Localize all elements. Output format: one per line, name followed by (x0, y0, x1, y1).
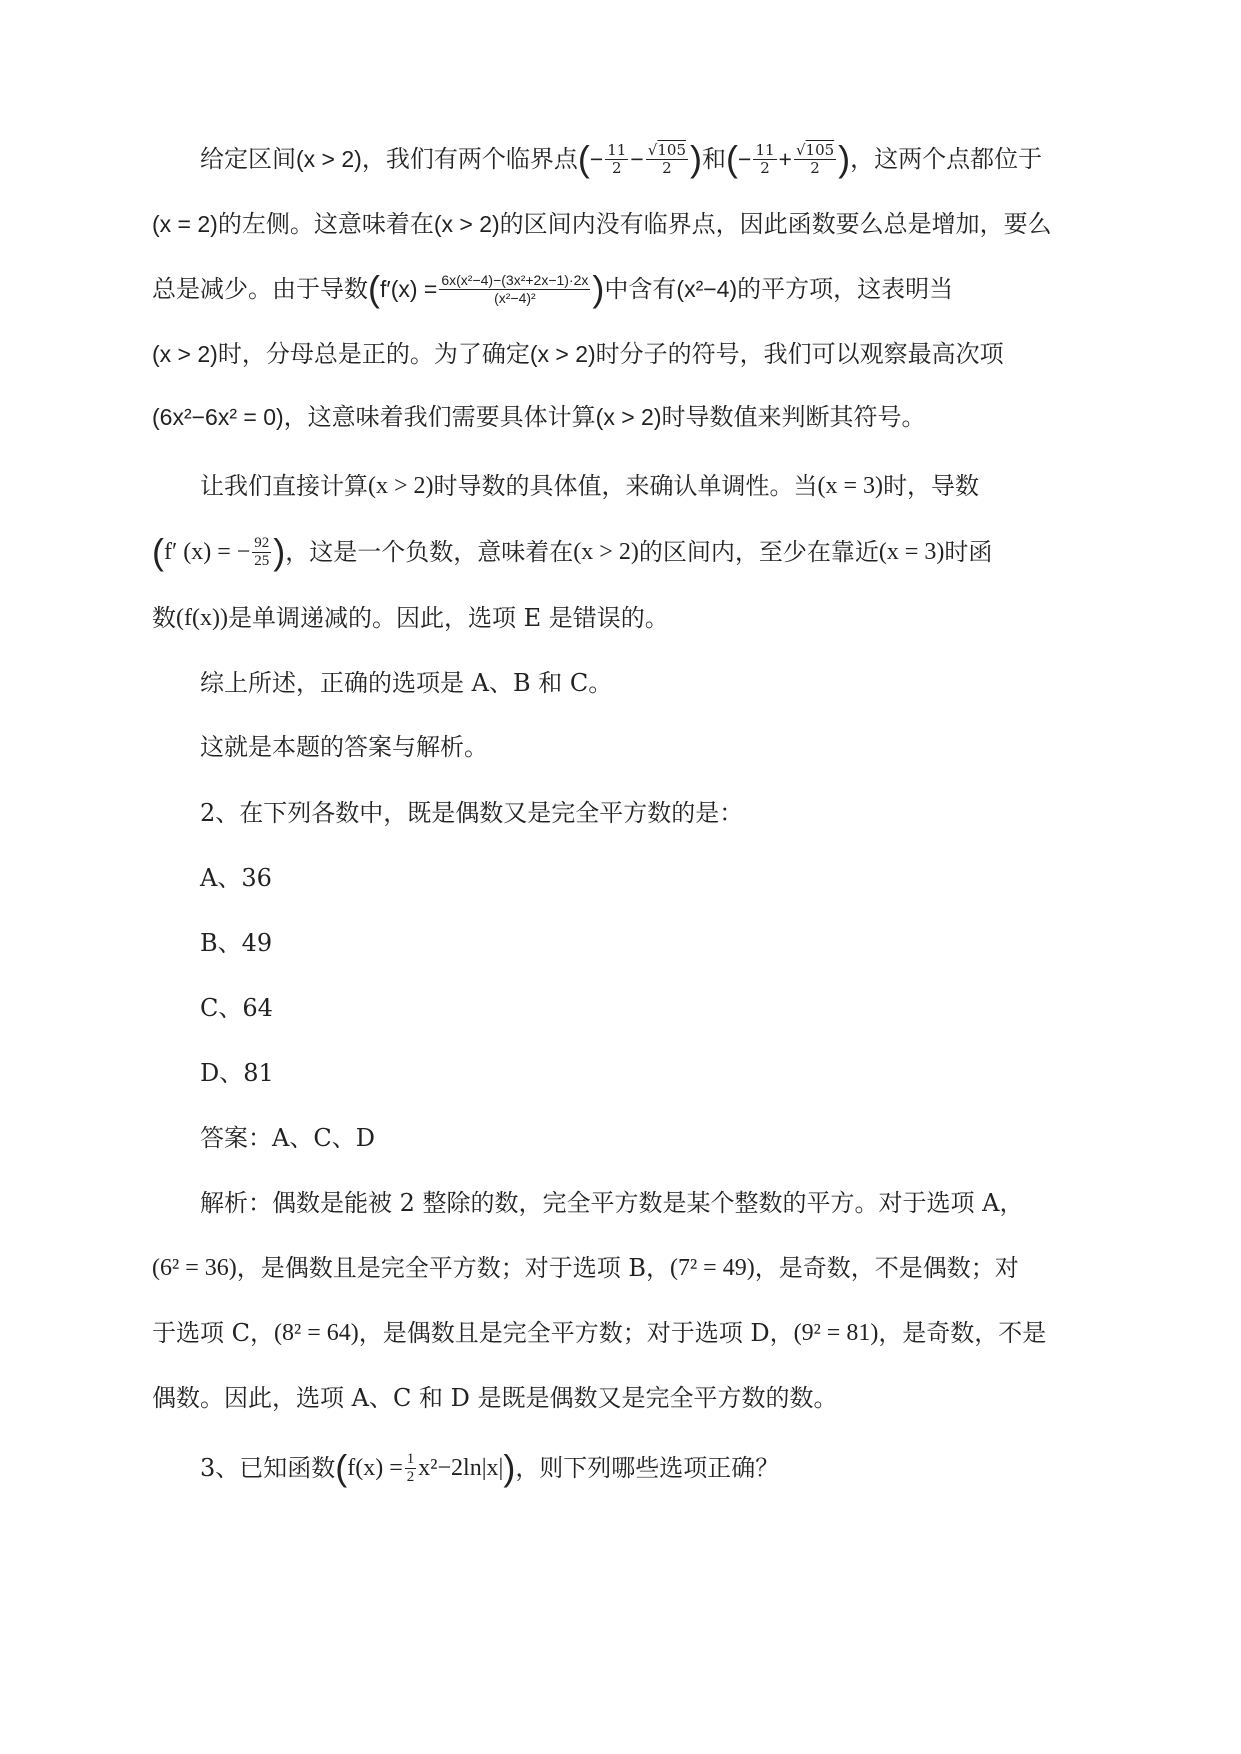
plus-sign: + (778, 146, 792, 172)
text: 的区间内，至少在靠近 (638, 538, 879, 566)
denominator: 2 (406, 1468, 415, 1485)
math-function: (f(x)) (176, 605, 228, 631)
numerator: 92 (254, 534, 270, 551)
p2-line-1 (200, 458, 1140, 514)
math-condition: (x > 2) (595, 404, 662, 430)
open-paren: ( (726, 138, 738, 179)
math-equation: (9² = 81) (793, 1320, 879, 1346)
math-condition: (x = 2) (152, 211, 218, 237)
text: 中含有 (604, 275, 677, 303)
radicand: 105 (657, 140, 686, 159)
close-paren: ) (838, 138, 851, 179)
math-expression: x²−2ln|x| (418, 1455, 504, 1481)
option-c: C、64 (200, 994, 273, 1022)
derivative-fraction (439, 272, 590, 307)
math-condition: (x > 2) (368, 473, 434, 499)
text: 于选项 C， (152, 1319, 274, 1347)
math-fprime: f′ (x) = − (164, 539, 251, 565)
question3-stem (200, 1440, 1140, 1496)
fraction-1-2 (405, 1451, 417, 1486)
close-paren: ) (690, 138, 702, 179)
denominator: 2 (612, 158, 622, 177)
text: 给定区间 (200, 145, 296, 173)
open-paren: ( (368, 268, 380, 309)
math-condition: (x > 2) (296, 146, 362, 172)
fraction-92-25 (252, 535, 271, 570)
text: 时导数的具体值，来确认单调性。当 (433, 472, 818, 500)
numerator: 6x(x²−4)−(3x²+2x−1)·2x (441, 271, 589, 288)
fraction-sqrt105-2 (646, 142, 688, 177)
text: 让我们直接计算 (200, 472, 368, 500)
p1-line-5 (152, 389, 1092, 445)
summary-line: 综上所述，正确的选项是 A、B 和 C。 (200, 669, 613, 697)
fraction-11-2 (605, 142, 628, 177)
minus-sign: − (630, 146, 644, 172)
analysis-line-3 (152, 1305, 1092, 1361)
fraction-sqrt105-2 (794, 142, 836, 177)
text: 的区间内没有临界点，因此函数要么总是增加，要么 (499, 210, 1052, 238)
math-condition: (x = 3) (817, 473, 884, 499)
option-a: A、36 (200, 864, 272, 892)
p2-line-2 (152, 524, 1092, 580)
math-condition: (x > 2) (152, 341, 218, 367)
minus-sign: − (589, 146, 604, 172)
question2-stem: 2、在下列各数中，既是偶数又是完全平方数的是： (200, 799, 744, 827)
text: 时函 (944, 538, 993, 566)
close-paren: ) (273, 531, 286, 572)
text: 的平方项，这表明当 (737, 275, 954, 303)
math-equation: (8² = 64) (274, 1320, 359, 1346)
text: 时分子的符号，我们可以观察最高次项 (595, 340, 1004, 368)
numerator: √105 (647, 140, 686, 159)
text: ，这是一个负数，意味着在 (285, 538, 574, 566)
radicand: 105 (805, 140, 835, 159)
p1-line-2 (152, 196, 1092, 252)
minus-sign: − (738, 146, 752, 172)
open-paren: ( (577, 138, 590, 179)
text: 时，分母总是正的。为了确定 (217, 340, 530, 368)
text: 总是减少。由于导数 (152, 275, 368, 303)
analysis-line-4: 偶数。因此，选项 A、C 和 D 是既是偶数又是完全平方数的数。 (152, 1384, 838, 1412)
text: ，是奇数，不是 (878, 1319, 1047, 1347)
math-condition: (x > 2) (433, 211, 500, 237)
math-term: (6x²−6x² = 0) (152, 404, 284, 430)
denominator: 2 (760, 158, 770, 177)
text: ，是偶数且是完全平方数；对于选项 B， (236, 1254, 670, 1282)
text: 时，导数 (883, 472, 980, 500)
text: ，我们有两个临界点 (361, 145, 578, 173)
numerator: √105 (795, 140, 835, 159)
open-paren: ( (152, 531, 164, 572)
math-condition: (x = 3) (878, 539, 945, 565)
text: 3、已知函数 (200, 1454, 336, 1482)
text: 的左侧。这意味着在 (217, 210, 434, 238)
fraction-11-2 (753, 142, 776, 177)
text: ，是奇数，不是偶数；对 (754, 1254, 1019, 1282)
close-paren: ) (592, 268, 605, 309)
math-equation: (7² = 49) (669, 1255, 755, 1281)
math-condition: (x > 2) (573, 539, 639, 565)
math-condition: (x > 2) (529, 341, 596, 367)
math-function: f(x) = (347, 1455, 403, 1481)
option-d: D、81 (200, 1059, 274, 1087)
text: 数 (152, 604, 176, 632)
denominator: (x²−4)² (494, 289, 536, 306)
numerator: 11 (607, 140, 627, 159)
denominator: 2 (662, 158, 672, 177)
answer-line: 答案：A、C、D (200, 1124, 375, 1152)
text: ，则下列哪些选项正确？ (515, 1454, 780, 1482)
text: ，这两个点都位于 (850, 145, 1043, 173)
closing-line: 这就是本题的答案与解析。 (200, 733, 488, 761)
option-b: B、49 (200, 929, 273, 957)
text: 时导数值来判断其符号。 (661, 403, 926, 431)
numerator: 1 (406, 1450, 415, 1467)
text: ，这意味着我们需要具体计算 (283, 403, 596, 431)
analysis-line-1: 解析：偶数是能被 2 整除的数，完全平方数是某个整数的平方。对于选项 A， (200, 1189, 1024, 1217)
text: ，是偶数且是完全平方数；对于选项 D， (358, 1319, 794, 1347)
denominator: 2 (810, 158, 820, 177)
p1-line-4 (152, 326, 1092, 382)
p1-line-3 (152, 261, 1092, 317)
open-paren: ( (335, 1447, 348, 1488)
close-paren: ) (503, 1447, 516, 1488)
text: 是单调递减的。因此，选项 E 是错误的。 (227, 604, 669, 632)
text: 和 (702, 145, 726, 173)
numerator: 11 (755, 140, 775, 159)
denominator: 25 (254, 552, 270, 569)
analysis-line-2 (152, 1240, 1092, 1296)
math-fprime: f′(x) = (380, 276, 438, 302)
p2-line-3 (152, 590, 1092, 646)
math-term: (x²−4) (676, 276, 738, 302)
math-equation: (6² = 36) (152, 1255, 237, 1281)
p1-line-1 (200, 131, 1140, 187)
